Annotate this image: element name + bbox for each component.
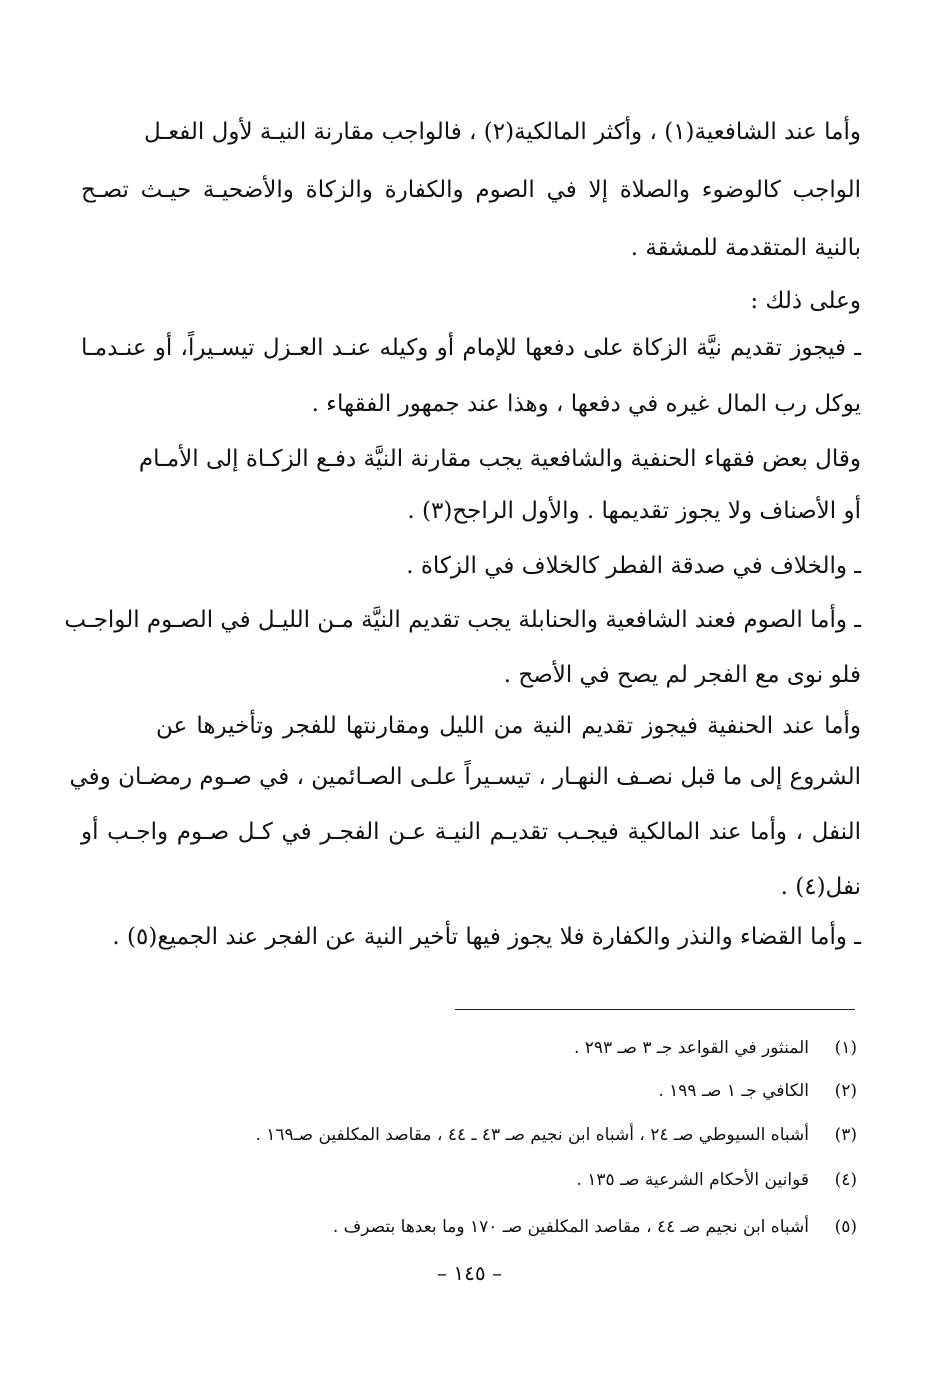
footnote-number: (٥): [834, 1217, 857, 1237]
body-line: ـ وأما الصوم فعند الشافعية والحنابلة يجب تقديم النيَّة مـن الليـل في الصـوم الواجـب: [64, 607, 861, 633]
page-number: – ١٤٥ –: [437, 1261, 502, 1285]
footnote-number: (١): [834, 1038, 857, 1058]
footnote: [97, 1165, 857, 1195]
body-line: وقال بعض فقهاء الحنفية والشافعية يجب مقارنة النيَّة دفـع الزكـاة إلى الأمـام: [138, 446, 861, 472]
footnote-number: (٣): [834, 1125, 857, 1145]
body-line: ـ وأما القضاء والنذر والكفارة فلا يجوز فيها تأخير النية عن الفجر عند الجميع(٥) .: [112, 924, 861, 950]
footnote-separator: [455, 1009, 855, 1010]
footnote-text: قوانين الأحكام الشرعية صـ ١٣٥ .: [576, 1170, 809, 1190]
body-line: وأما عند الشافعية(١) ، وأكثر المالكية(٢) ، فالواجب مقارنة النيـة لأول الفعـل: [144, 119, 861, 145]
body-line: النفل ، وأما عند المالكية فيجـب تقديـم النيـة عـن الفجـر في كـل صـوم واجـب أو: [81, 819, 861, 845]
footnote: [97, 1076, 857, 1106]
footnote: [97, 1120, 857, 1150]
footnote: [97, 1033, 857, 1063]
body-line: ـ فيجوز تقديم نيَّة الزكاة على دفعها للإمام أو وكيله عنـد العـزل تيسـيراً، أو عنـدمـا: [81, 335, 861, 361]
body-line: أو الأصناف ولا يجوز تقديمها . والأول الراجح(٣) .: [407, 498, 861, 524]
body-line: يوكل رب المال غيره في دفعها ، وهذا عند جمهور الفقهاء .: [311, 391, 861, 417]
body-line: وعلى ذلك :: [750, 288, 861, 314]
body-line: الواجب كالوضوء والصلاة إلا في الصوم والكفارة والزكاة والأضحيـة حيـث تصـح: [81, 177, 861, 203]
body-line: بالنية المتقدمة للمشقة .: [630, 235, 861, 261]
body-line: الشروع إلى ما قبل نصـف النهـار ، تيسـيراً علـى الصـائمين ، في صـوم رمضـان وفي: [69, 764, 861, 790]
body-line: فلو نوى مع الفجر لم يصح في الأصح .: [503, 662, 861, 688]
footnote: [97, 1212, 857, 1242]
footnote-text: المنثور في القواعد جـ ٣ صـ ٢٩٣ .: [573, 1038, 809, 1058]
footnote-text: أشباه السيوطي صـ ٢٤ ، أشباه ابن نجيم صـ ٤٣ ـ ٤٤ ، مقاصد المكلفين صـ١٦٩ .: [255, 1125, 809, 1145]
body-line: وأما عند الحنفية فيجوز تقديم النية من الليل ومقارنتها للفجر وتأخيرها عن: [156, 713, 861, 739]
footnote-text: أشباه ابن نجيم صـ ٤٤ ، مقاصد المكلفين صـ ١٧٠ وما بعدها بتصرف .: [332, 1217, 809, 1237]
footnote-text: الكافي جـ ١ صـ ١٩٩ .: [658, 1081, 809, 1101]
body-line: ـ والخلاف في صدقة الفطر كالخلاف في الزكاة .: [406, 553, 861, 579]
body-line: نفل(٤) .: [780, 874, 861, 900]
footnote-number: (٤): [834, 1170, 857, 1190]
footnote-number: (٢): [834, 1081, 857, 1101]
